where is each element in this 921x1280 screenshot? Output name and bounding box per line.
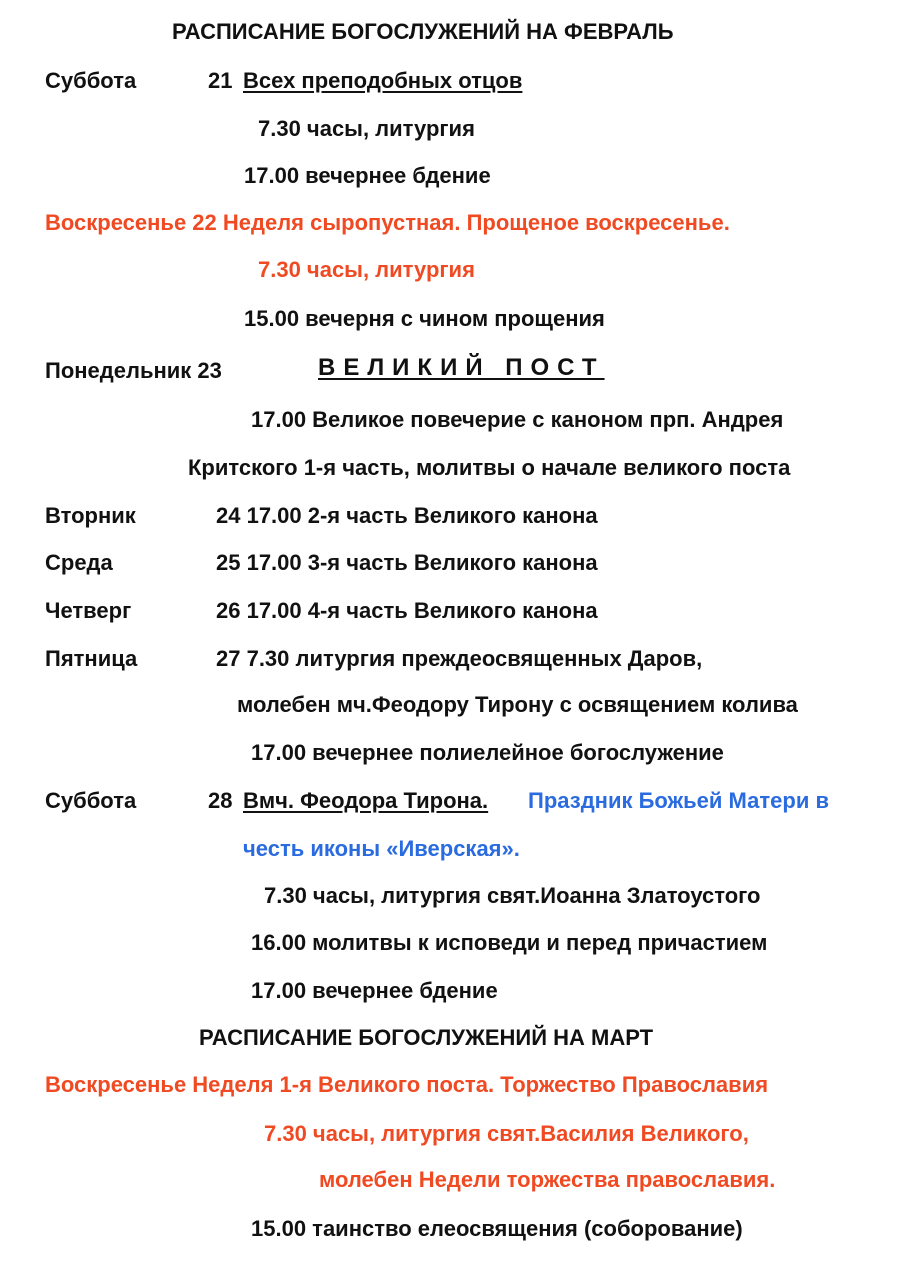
wed25-day: Среда — [45, 550, 113, 575]
tue24-entry: 24 17.00 2-я часть Великого канона — [216, 503, 598, 528]
mon23-service-1: 17.00 Великое повечерие с каноном прп. Андрея — [251, 407, 784, 432]
sat21-feast: Всех преподобных отцов — [243, 68, 523, 93]
thu26-day: Четверг — [45, 598, 132, 623]
sat28-feast-iverskaya-2: честь иконы «Иверская». — [243, 836, 520, 861]
sat28-date: 28 — [208, 788, 233, 813]
sun22-service-1: 7.30 часы, литургия — [258, 257, 475, 282]
fri27-entry: 27 7.30 литургия преждеосвященных Даров, — [216, 646, 703, 671]
sat28-service-3: 17.00 вечернее бдение — [251, 978, 498, 1003]
wed25-entry: 25 17.00 3-я часть Великого канона — [216, 550, 598, 575]
march-sun1-service-1: 7.30 часы, литургия свят.Василия Великого, — [264, 1121, 749, 1146]
sat28-feast-iverskaya-1: Праздник Божьей Матери в — [528, 788, 829, 813]
february-title: РАСПИСАНИЕ БОГОСЛУЖЕНИЙ НА ФЕВРАЛЬ — [172, 19, 674, 44]
march-sun1-heading: Воскресенье Неделя 1-я Великого поста. Торжество Православия — [45, 1072, 769, 1097]
great-lent-heading: ВЕЛИКИЙ ПОСТ — [318, 354, 605, 381]
sat21-service-2: 17.00 вечернее бдение — [244, 163, 491, 188]
sat28-day: Суббота — [45, 788, 137, 813]
sun22-heading: Воскресенье 22 Неделя сыропустная. Прощеное воскресенье. — [45, 210, 730, 235]
fri27-service-2: 17.00 вечернее полиелейное богослужение — [251, 740, 724, 765]
mon23-service-2: Критского 1-я часть, молитвы о начале великого поста — [188, 455, 791, 480]
thu26-entry: 26 17.00 4-я часть Великого канона — [216, 598, 598, 623]
march-sun1-service-2: молебен Недели торжества православия. — [319, 1167, 776, 1192]
mon23-day: Понедельник 23 — [45, 358, 222, 383]
fri27-service-1: молебен мч.Феодору Тирону с освящением колива — [237, 692, 798, 717]
march-sun1-service-3: 15.00 таинство елеосвящения (соборование) — [251, 1216, 743, 1241]
march-title: РАСПИСАНИЕ БОГОСЛУЖЕНИЙ НА МАРТ — [199, 1025, 654, 1050]
sat28-feast: Вмч. Феодора Тирона. — [243, 788, 489, 813]
sat21-day: Суббота — [45, 68, 137, 93]
sat28-service-1: 7.30 часы, литургия свят.Иоанна Златоустого — [264, 883, 761, 908]
tue24-day: Вторник — [45, 503, 136, 528]
sun22-service-2: 15.00 вечерня с чином прощения — [244, 306, 605, 331]
fri27-day: Пятница — [45, 646, 138, 671]
sat21-date: 21 — [208, 68, 233, 93]
sat28-service-2: 16.00 молитвы к исповеди и перед причастием — [251, 930, 768, 955]
sat21-service-1: 7.30 часы, литургия — [258, 116, 475, 141]
